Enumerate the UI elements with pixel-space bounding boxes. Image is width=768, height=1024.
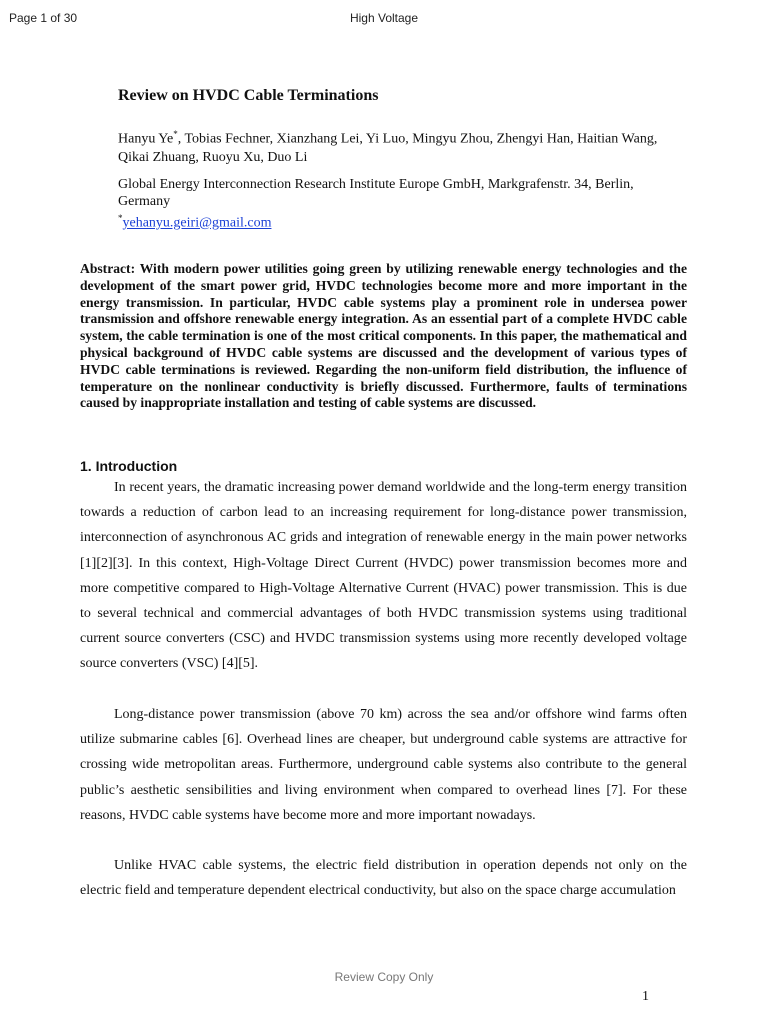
abstract: Abstract: With modern power utilities going green by utilizing renewable energy technologies and the development of the smart power grid, HVDC technologies become more and more important in the energy transmission. In particular, HVDC cable systems play a prominent role in undersea power transmission and offshore renewable energy integration. As an essential part of a complete HVDC cable system, the cable termination is one of the most critical components. In this paper, the mathematical and physical background of HVDC cable systems are discussed and the development of various types of HVDC cable terminations is reviewed. Regarding the non-uniform field distribution, the influence of temperature on the nonlinear conductivity is briefly discussed. Furthermore, faults of terminations caused by inappropriate installation and testing of cable systems are discussed. <box>80 261 687 411</box>
affiliation-block <box>118 176 658 232</box>
section-heading: 1. Introduction <box>80 458 178 474</box>
affiliation: Global Energy Interconnection Research Institute Europe GmbH, Markgrafenstr. 34, Berlin, Germany <box>118 177 634 209</box>
journal-name: High Voltage <box>349 11 419 25</box>
author-list <box>118 125 658 167</box>
email-line <box>118 210 658 232</box>
page-indicator: Page 1 of 30 <box>9 11 78 25</box>
email-link[interactable]: yehanyu.geiri@gmail.com <box>122 215 272 231</box>
email-mark: * <box>118 213 123 223</box>
paper-title: Review on HVDC Cable Terminations <box>118 87 379 104</box>
body-paragraph: Unlike HVAC cable systems, the electric field distribution in operation depends not only on the electric field and temperature dependent electrical conductivity, but also on the space charge accumulation <box>80 858 687 899</box>
review-watermark: Review Copy Only <box>334 970 434 984</box>
page-number: 1 <box>642 989 649 1004</box>
body-paragraph: In recent years, the dramatic increasing power demand worldwide and the long-term energy transition towards a reduction of carbon lead to an increasing requirement for long-distance power transmission, interconnection of asynchronous AC grids and integration of renewable energy in the main power networks [1][2][3]. In this context, High-Voltage Direct Current (HVDC) power transmission becomes more and more competitive compared to High-Voltage Alternative Current (HVAC) power transmission. This is due to several technical and commercial advantages of both HVDC transmission systems using traditional current source converters (CSC) and HVDC transmission systems using more recently developed voltage source converters (VSC) [4][5]. <box>80 480 687 672</box>
first-author: Hanyu Ye <box>118 131 174 147</box>
body-paragraph: Long-distance power transmission (above 70 km) across the sea and/or offshore wind farms often utilize submarine cables [6]. Overhead lines are cheaper, but underground cable systems are attractive for crossing wide metropolitan areas. Furthermore, underground cable systems also contribute to the general public’s aesthetic sensibilities and living environment when compared to overhead lines [7]. For these reasons, HVDC cable systems have become more and more important nowadays. <box>80 707 687 823</box>
corresponding-mark: * <box>173 129 178 139</box>
co-authors: , Tobias Fechner, Xianzhang Lei, Yi Luo, Mingyu Zhou, Zhengyi Han, Haitian Wang, Qikai Zhuang, Ruoyu Xu, Duo Li <box>118 131 658 165</box>
